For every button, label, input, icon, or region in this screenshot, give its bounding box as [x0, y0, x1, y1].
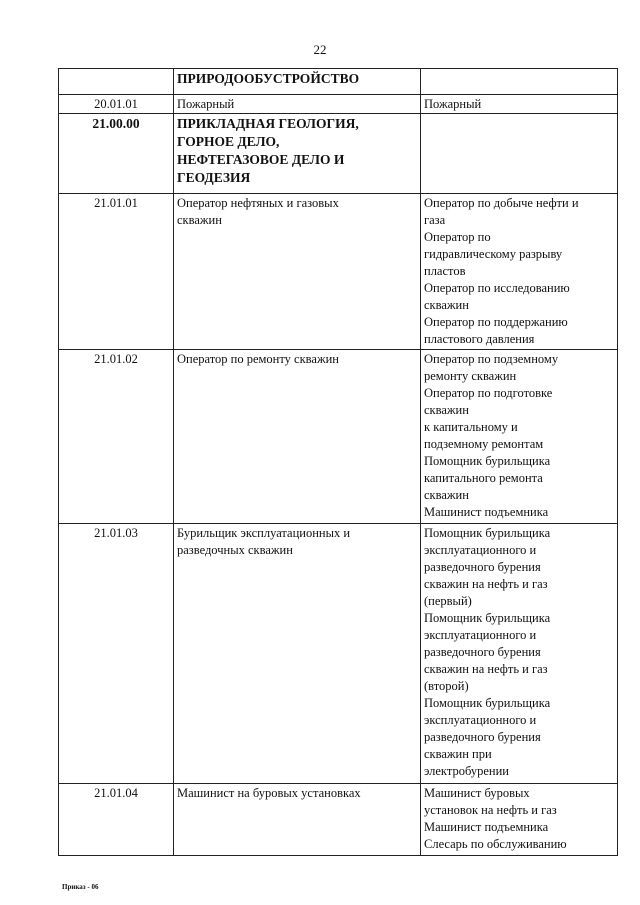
profession-line: Помощник бурильщика: [424, 454, 551, 468]
profession-line: разведочного бурения: [424, 730, 541, 744]
name-line: Оператор нефтяных и газовых: [177, 196, 339, 210]
profession-line: скважин на нефть и газ: [424, 662, 548, 676]
profession-line: (первый): [424, 594, 472, 608]
code-cell: 21.01.04: [59, 784, 174, 856]
code-cell: [59, 69, 174, 95]
name-line: разведочных скважин: [177, 543, 293, 557]
footer-note: Приказ - 06: [62, 883, 99, 891]
code-cell: 21.01.03: [59, 524, 174, 784]
profession-line: Слесарь по обслуживанию: [424, 837, 567, 851]
professions-cell: [421, 194, 618, 350]
professions-cell: [421, 524, 618, 784]
profession-line: пластового давления: [424, 332, 535, 346]
table-row: [59, 95, 618, 114]
profession-line: Оператор по подземному: [424, 352, 559, 366]
profession-line: Машинист буровых: [424, 786, 530, 800]
name-line: НЕФТЕГАЗОВОЕ ДЕЛО И: [177, 152, 345, 167]
profession-line: скважин: [424, 488, 469, 502]
profession-line: эксплуатационного и: [424, 543, 537, 557]
name-line: ПРИКЛАДНАЯ ГЕОЛОГИЯ,: [177, 116, 359, 131]
profession-line: разведочного бурения: [424, 645, 541, 659]
name-line: ПРИРОДООБУСТРОЙСТВО: [177, 71, 360, 86]
profession-line: Оператор по исследованию: [424, 281, 570, 295]
profession-line: Помощник бурильщика: [424, 611, 551, 625]
profession-line: газа: [424, 213, 446, 227]
profession-line: эксплуатационного и: [424, 628, 537, 642]
name-line: скважин: [177, 213, 222, 227]
name-line: ГЕОДЕЗИЯ: [177, 170, 251, 185]
profession-line: электробурении: [424, 764, 509, 778]
profession-line: Машинист подъемника: [424, 820, 549, 834]
code-cell: 21.01.02: [59, 350, 174, 524]
table-row: [59, 784, 618, 856]
table-body: [59, 69, 618, 856]
name-cell: [174, 524, 421, 784]
profession-line: Помощник бурильщика: [424, 696, 551, 710]
profession-line: (второй): [424, 679, 469, 693]
name-line: Пожарный: [177, 97, 235, 111]
name-cell: [174, 350, 421, 524]
profession-line: разведочного бурения: [424, 560, 541, 574]
page-number: 22: [313, 42, 327, 57]
profession-line: к капитальному и: [424, 420, 518, 434]
name-line: Машинист на буровых установках: [177, 786, 361, 800]
professions-cell: [421, 350, 618, 524]
profession-line: ремонту скважин: [424, 369, 517, 383]
table-row: [59, 194, 618, 350]
name-line: ГОРНОЕ ДЕЛО,: [177, 134, 280, 149]
professions-cell: [421, 114, 618, 194]
name-cell: [174, 69, 421, 95]
code-cell: 21.01.01: [59, 194, 174, 350]
name-cell: [174, 784, 421, 856]
table-row: [59, 114, 618, 194]
profession-line: Машинист подъемника: [424, 505, 549, 519]
profession-line: эксплуатационного и: [424, 713, 537, 727]
profession-line: Пожарный: [424, 97, 482, 111]
profession-line: скважин при: [424, 747, 492, 761]
profession-line: Оператор по: [424, 230, 491, 244]
profession-line: гидравлическому разрыву: [424, 247, 563, 261]
profession-line: капитального ремонта: [424, 471, 543, 485]
table-row: [59, 524, 618, 784]
name-cell: [174, 194, 421, 350]
code-cell: 21.00.00: [59, 114, 174, 194]
table-row: [59, 350, 618, 524]
profession-line: Оператор по добыче нефти и: [424, 196, 579, 210]
profession-line: скважин: [424, 403, 469, 417]
profession-line: скважин: [424, 298, 469, 312]
table-row: [59, 69, 618, 95]
profession-line: Оператор по подготовке: [424, 386, 553, 400]
profession-line: Помощник бурильщика: [424, 526, 551, 540]
profession-line: Оператор по поддержанию: [424, 315, 568, 329]
professions-cell: [421, 95, 618, 114]
code-cell: 20.01.01: [59, 95, 174, 114]
name-line: Бурильщик эксплуатационных и: [177, 526, 351, 540]
profession-line: подземному ремонтам: [424, 437, 544, 451]
name-line: Оператор по ремонту скважин: [177, 352, 339, 366]
name-cell: [174, 114, 421, 194]
classifier-table: [58, 68, 618, 856]
name-cell: [174, 95, 421, 114]
profession-line: скважин на нефть и газ: [424, 577, 548, 591]
profession-line: установок на нефть и газ: [424, 803, 557, 817]
professions-cell: [421, 69, 618, 95]
professions-cell: [421, 784, 618, 856]
profession-line: пластов: [424, 264, 466, 278]
